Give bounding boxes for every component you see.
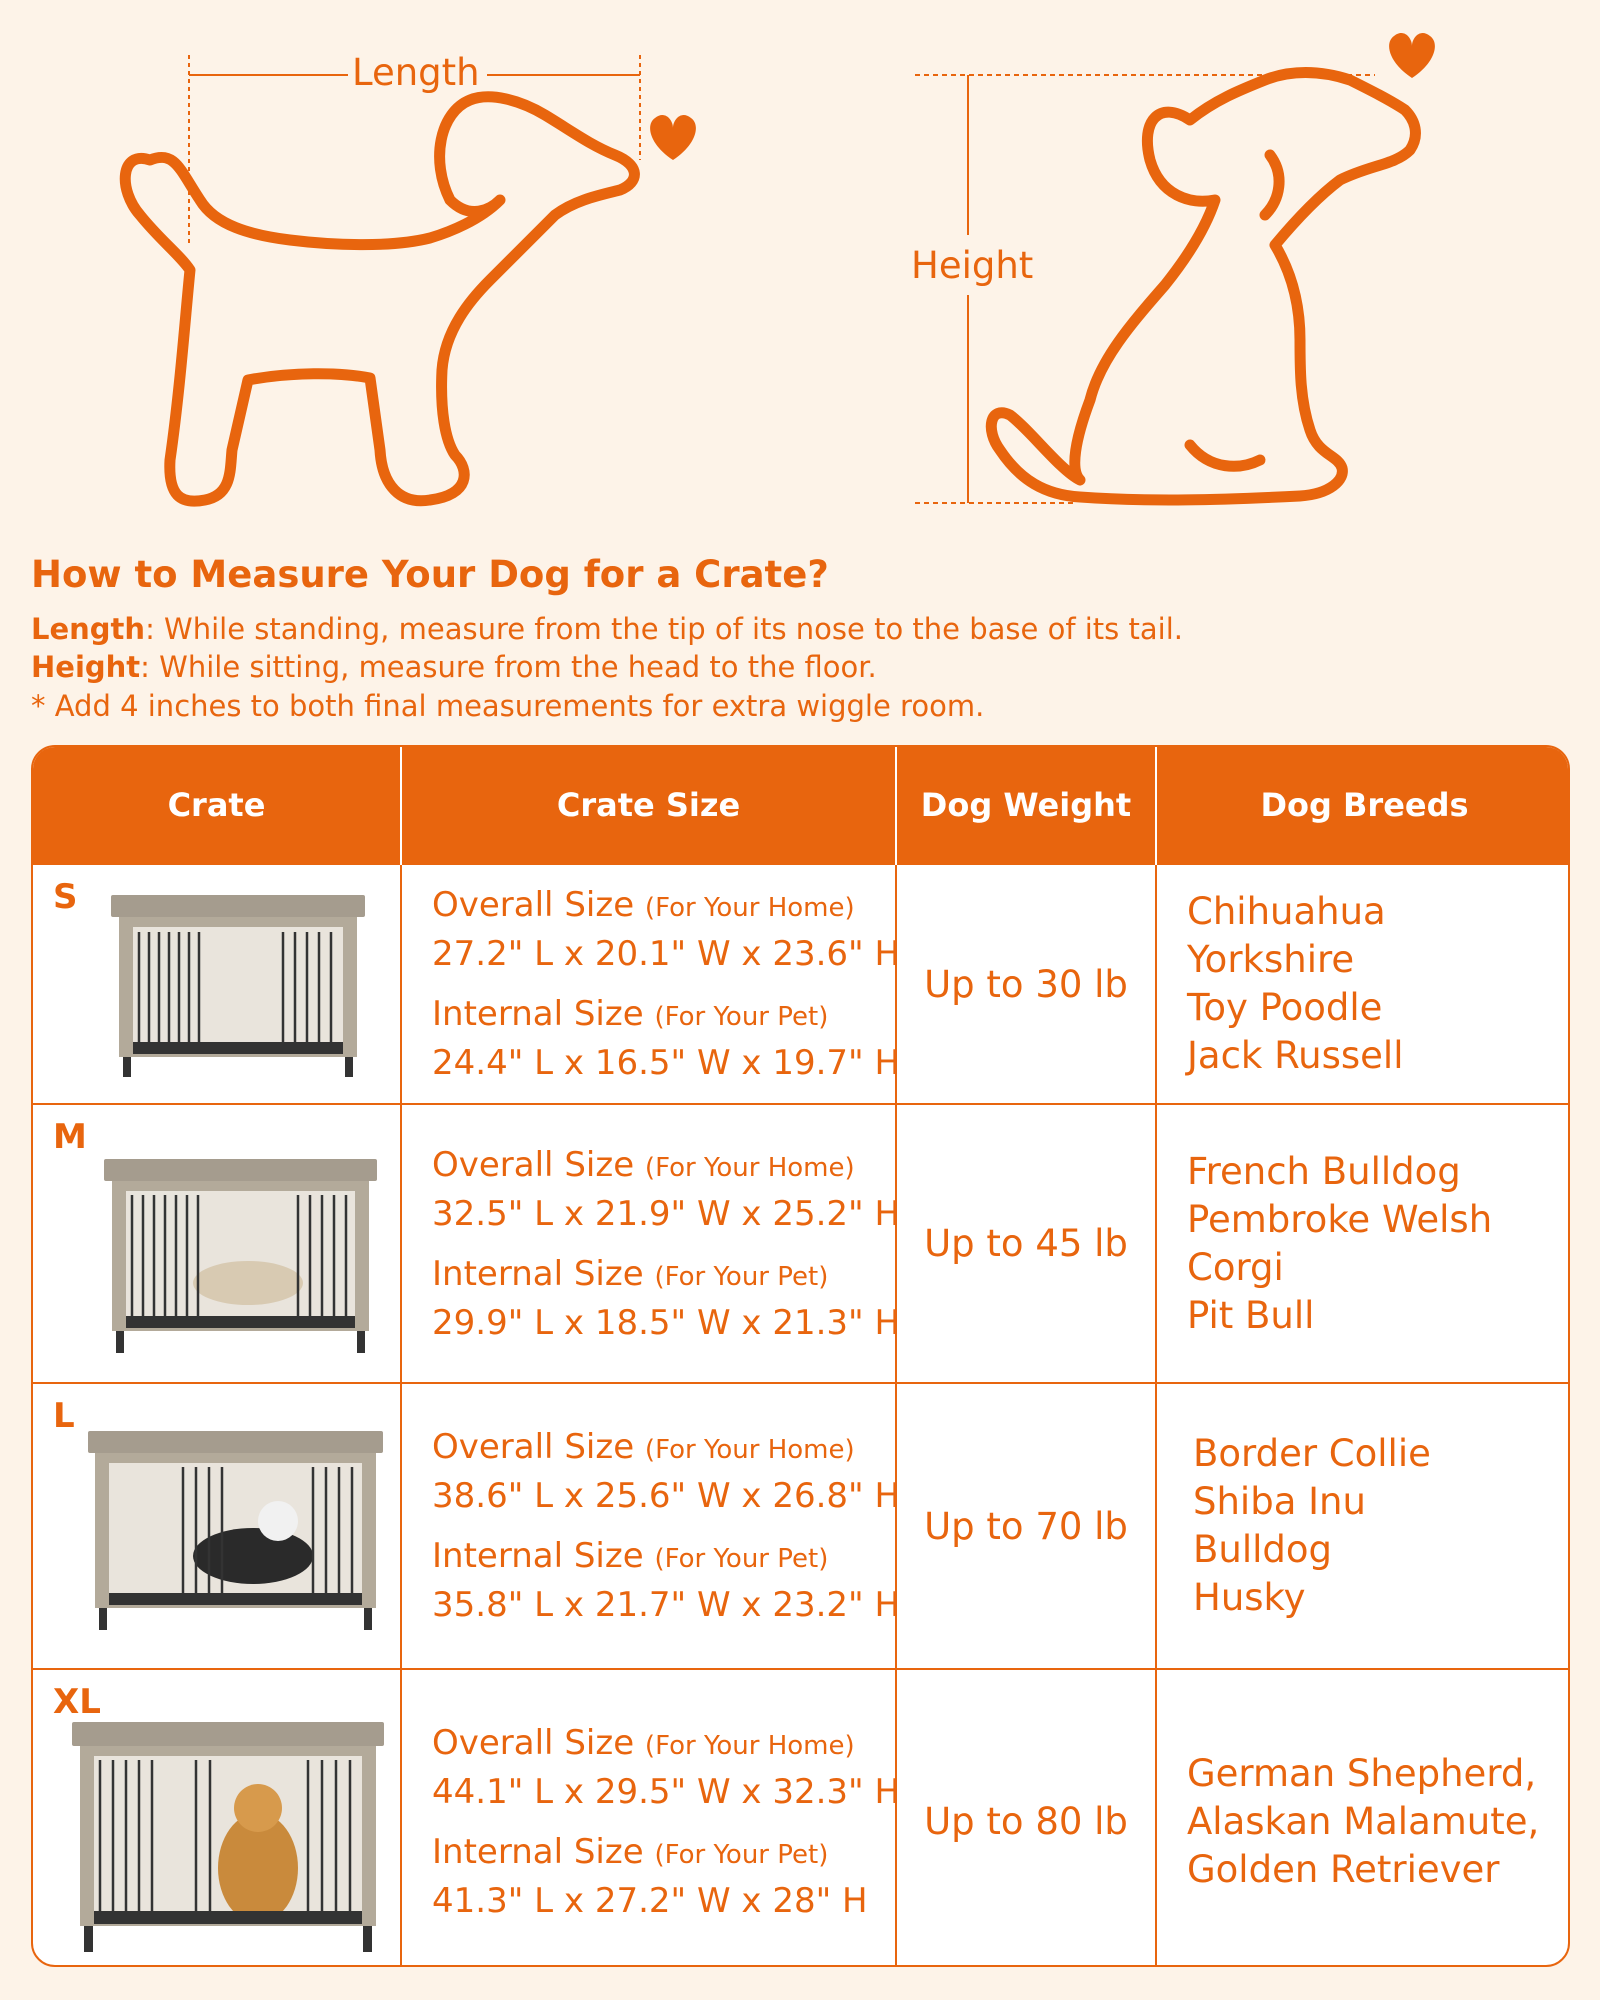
- breed-item: German Shepherd,: [1187, 1751, 1537, 1795]
- height-text: : While sitting, measure from the head to the floor.: [140, 650, 877, 684]
- sitting-dog-icon: [991, 73, 1415, 500]
- header-dog-weight: Dog Weight: [896, 747, 1156, 864]
- breed-item: Husky: [1193, 1576, 1306, 1619]
- internal-size-label: Internal Size: [432, 1253, 644, 1294]
- crate-cell: [33, 864, 401, 1104]
- size-table: [31, 745, 1570, 1967]
- internal-size-label: Internal Size: [432, 1831, 644, 1872]
- size-code: L: [53, 1396, 75, 1436]
- height-instruction: [31, 650, 877, 684]
- length-instruction: [31, 612, 1183, 646]
- table-row: [33, 1383, 1570, 1669]
- overall-size-sub: (For Your Home): [644, 1152, 855, 1183]
- breed-item: French Bulldog: [1187, 1149, 1461, 1193]
- length-term: Length: [31, 612, 146, 646]
- breed-item: Corgi: [1187, 1245, 1284, 1289]
- overall-size-label: Overall Size: [432, 1722, 635, 1763]
- crate-image: [68, 1718, 388, 1963]
- internal-size-sub: (For Your Pet): [654, 1839, 829, 1870]
- overall-size-sub: (For Your Home): [644, 1730, 855, 1761]
- breed-item: Golden Retriever: [1187, 1847, 1500, 1891]
- overall-size-value: 27.2" L x 20.1" W x 23.6" H: [432, 934, 901, 974]
- wiggle-room-note: * Add 4 inches to both final measurements for extra wiggle room.: [31, 689, 985, 723]
- breed-item: Bulldog: [1193, 1528, 1333, 1571]
- overall-size-value: 38.6" L x 25.6" W x 26.8" H: [432, 1476, 901, 1516]
- internal-size-sub: (For Your Pet): [654, 1261, 829, 1292]
- dog-measure-illustration: [0, 0, 1600, 540]
- heart-icon: [1389, 33, 1435, 78]
- crate-cell: [33, 1669, 401, 1967]
- overall-size-label: Overall Size: [432, 1427, 635, 1467]
- internal-size-value: 41.3" L x 27.2" W x 28" H: [432, 1880, 868, 1921]
- crate-cell: [33, 1383, 401, 1669]
- internal-size-value: 24.4" L x 16.5" W x 19.7" H: [432, 1043, 901, 1083]
- crate-size-cell: [401, 1383, 901, 1669]
- overall-size-label: Overall Size: [432, 885, 635, 925]
- standing-dog-icon: [125, 97, 634, 501]
- dog-breeds-cell: [1156, 1669, 1570, 1967]
- overall-size-sub: (For Your Home): [644, 893, 855, 923]
- crate-image: [98, 1153, 383, 1363]
- overall-size-value: 32.5" L x 21.9" W x 25.2" H: [432, 1193, 901, 1234]
- crate-size-cell: [401, 864, 901, 1104]
- overall-size-value: 44.1" L x 29.5" W x 32.3" H: [432, 1771, 901, 1812]
- page-heading: How to Measure Your Dog for a Crate?: [31, 553, 829, 596]
- table-row: [33, 864, 1570, 1104]
- breed-item: Shiba Inu: [1193, 1480, 1366, 1523]
- dog-breeds-cell: [1156, 1383, 1570, 1669]
- size-code: M: [53, 1117, 87, 1157]
- overall-size-label: Overall Size: [432, 1144, 635, 1185]
- crate-cell: [33, 1104, 401, 1383]
- size-code: XL: [53, 1682, 101, 1722]
- size-code: S: [53, 877, 78, 917]
- header-crate-size: Crate Size: [401, 747, 896, 864]
- overall-size-sub: (For Your Home): [644, 1435, 855, 1465]
- crate-image: [83, 1426, 388, 1641]
- internal-size-label: Internal Size: [432, 994, 644, 1034]
- breed-item: Chihuahua: [1187, 890, 1386, 933]
- breed-item: Pembroke Welsh: [1187, 1197, 1493, 1241]
- breed-item: Toy Poodle: [1187, 986, 1383, 1029]
- breed-item: Alaskan Malamute,: [1187, 1799, 1540, 1843]
- dog-weight-cell: Up to 45 lb: [896, 1104, 1156, 1383]
- dog-breeds-cell: [1156, 864, 1570, 1104]
- height-term: Height: [31, 650, 141, 684]
- crate-image: [103, 887, 373, 1087]
- table-row: [33, 1104, 1570, 1383]
- breed-item: Yorkshire: [1187, 938, 1355, 981]
- breed-item: Pit Bull: [1187, 1293, 1315, 1337]
- crate-size-cell: [401, 1669, 901, 1967]
- internal-size-value: 29.9" L x 18.5" W x 21.3" H: [432, 1302, 901, 1343]
- dog-breeds-cell: [1156, 1104, 1570, 1383]
- length-text: : While standing, measure from the tip of its nose to the base of its tail.: [145, 612, 1183, 646]
- dog-weight-cell: Up to 30 lb: [896, 864, 1156, 1104]
- header-crate: Crate: [33, 747, 401, 864]
- dog-weight-cell: Up to 70 lb: [896, 1383, 1156, 1669]
- breed-item: Border Collie: [1193, 1432, 1431, 1475]
- internal-size-value: 35.8" L x 21.7" W x 23.2" H: [432, 1585, 901, 1625]
- length-label: Length: [352, 51, 480, 94]
- height-label: Height: [911, 244, 1034, 287]
- table-row: [33, 1669, 1570, 1967]
- internal-size-sub: (For Your Pet): [654, 1002, 829, 1032]
- crate-size-cell: [401, 1104, 901, 1383]
- dog-weight-cell: Up to 80 lb: [896, 1669, 1156, 1967]
- internal-size-sub: (For Your Pet): [654, 1544, 829, 1574]
- heart-icon: [650, 115, 696, 160]
- breed-item: Jack Russell: [1187, 1034, 1404, 1077]
- internal-size-label: Internal Size: [432, 1536, 644, 1576]
- header-dog-breeds: Dog Breeds: [1156, 747, 1570, 864]
